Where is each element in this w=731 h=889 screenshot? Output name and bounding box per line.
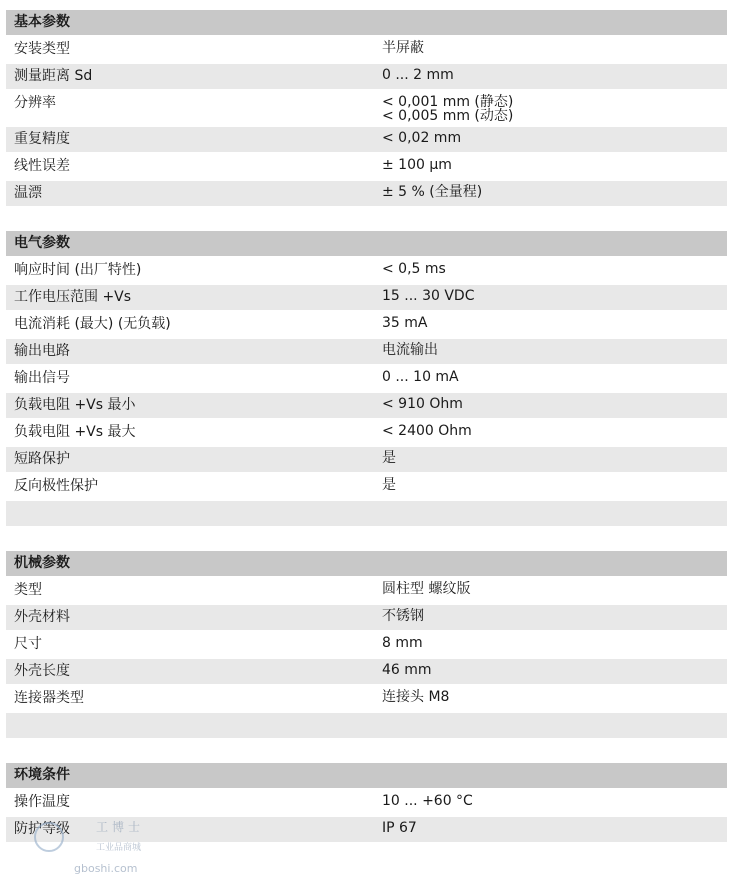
spec-row bbox=[6, 127, 727, 152]
spec-label: 外壳长度 bbox=[14, 663, 70, 679]
spec-label: 尺寸 bbox=[14, 636, 42, 652]
spec-row bbox=[6, 817, 727, 842]
spec-value: < 0,02 mm bbox=[382, 130, 462, 146]
spec-label: 测量距离 Sd bbox=[14, 68, 93, 84]
spec-label: 安装类型 bbox=[14, 41, 70, 57]
spec-label: 电流消耗 (最大) (无负载) bbox=[14, 316, 171, 332]
spec-row bbox=[6, 447, 727, 472]
spec-value: 不锈钢 bbox=[382, 608, 424, 624]
spec-value: 连接头 M8 bbox=[382, 689, 450, 705]
spec-label: 线性误差 bbox=[14, 158, 70, 174]
spec-value: < 0,5 ms bbox=[382, 261, 446, 277]
spec-row bbox=[6, 420, 727, 445]
spec-label: 短路保护 bbox=[14, 451, 70, 467]
spec-value: < 910 Ohm bbox=[382, 396, 463, 412]
spec-value: 0 ... 2 mm bbox=[382, 67, 454, 83]
spec-label: 输出信号 bbox=[14, 370, 70, 386]
spec-row bbox=[6, 632, 727, 657]
section-header: 机械参数 bbox=[6, 551, 727, 576]
spec-label: 防护等级 bbox=[14, 821, 70, 837]
spec-row bbox=[6, 366, 727, 391]
spec-row bbox=[6, 37, 727, 62]
spec-value: 10 ... +60 °C bbox=[382, 793, 473, 809]
watermark-url: gboshi.com bbox=[74, 862, 138, 875]
watermark-subtext: 工业品商城 bbox=[96, 843, 142, 853]
section-header: 环境条件 bbox=[6, 763, 727, 788]
spec-value: ± 5 % (全量程) bbox=[382, 184, 483, 200]
spec-row bbox=[6, 91, 727, 125]
spec-value: 是 bbox=[382, 450, 396, 466]
section-electrical bbox=[6, 231, 727, 526]
spec-value-line: < 0,005 mm (动态) bbox=[382, 108, 514, 124]
spec-value: 46 mm bbox=[382, 662, 432, 678]
spec-row bbox=[6, 258, 727, 283]
spec-label: 负载电阻 +Vs 最小 bbox=[14, 397, 136, 413]
spec-row bbox=[6, 474, 727, 499]
spec-row bbox=[6, 605, 727, 630]
watermark-text: 工博士 bbox=[96, 820, 145, 834]
spec-label: 工作电压范围 +Vs bbox=[14, 289, 132, 305]
spec-value: 圆柱型 螺纹版 bbox=[382, 581, 471, 597]
spec-row bbox=[6, 790, 727, 815]
spec-row bbox=[6, 339, 727, 364]
spec-label: 输出电路 bbox=[14, 343, 70, 359]
spec-row bbox=[6, 285, 727, 310]
spec-value: 半屏蔽 bbox=[382, 40, 424, 56]
spec-row bbox=[6, 659, 727, 684]
spec-value: 35 mA bbox=[382, 315, 428, 331]
spec-label: 负载电阻 +Vs 最大 bbox=[14, 424, 136, 440]
section-header: 基本参数 bbox=[6, 10, 727, 35]
spec-label: 反向极性保护 bbox=[14, 478, 98, 494]
spec-label: 响应时间 (出厂特性) bbox=[14, 262, 142, 278]
section-mechanical bbox=[6, 551, 727, 738]
spec-row bbox=[6, 312, 727, 337]
spec-label: 操作温度 bbox=[14, 794, 70, 810]
spec-label: 重复精度 bbox=[14, 131, 70, 147]
spec-value: 是 bbox=[382, 477, 396, 493]
section-spacer bbox=[6, 501, 727, 526]
spec-label: 类型 bbox=[14, 582, 42, 598]
spec-row bbox=[6, 686, 727, 711]
spec-value: IP 67 bbox=[382, 820, 417, 836]
section-environment bbox=[6, 763, 727, 842]
spec-value: 15 ... 30 VDC bbox=[382, 288, 475, 304]
spec-label: 温漂 bbox=[14, 185, 42, 201]
spec-table bbox=[6, 10, 727, 867]
spec-row bbox=[6, 64, 727, 89]
spec-row bbox=[6, 181, 727, 206]
spec-label: 外壳材料 bbox=[14, 609, 70, 625]
spec-value-line: < 0,001 mm (静态) bbox=[382, 94, 514, 110]
spec-label: 连接器类型 bbox=[14, 690, 84, 706]
spec-value: 电流输出 bbox=[382, 342, 438, 358]
spec-row bbox=[6, 393, 727, 418]
spec-value: ± 100 µm bbox=[382, 157, 452, 173]
section-basic bbox=[6, 10, 727, 206]
section-header: 电气参数 bbox=[6, 231, 727, 256]
spec-value bbox=[382, 91, 727, 123]
spec-value: 0 ... 10 mA bbox=[382, 369, 459, 385]
section-spacer bbox=[6, 713, 727, 738]
spec-value: < 2400 Ohm bbox=[382, 423, 472, 439]
spec-value: 8 mm bbox=[382, 635, 423, 651]
spec-row bbox=[6, 578, 727, 603]
spec-row bbox=[6, 154, 727, 179]
spec-label: 分辨率 bbox=[14, 95, 56, 111]
